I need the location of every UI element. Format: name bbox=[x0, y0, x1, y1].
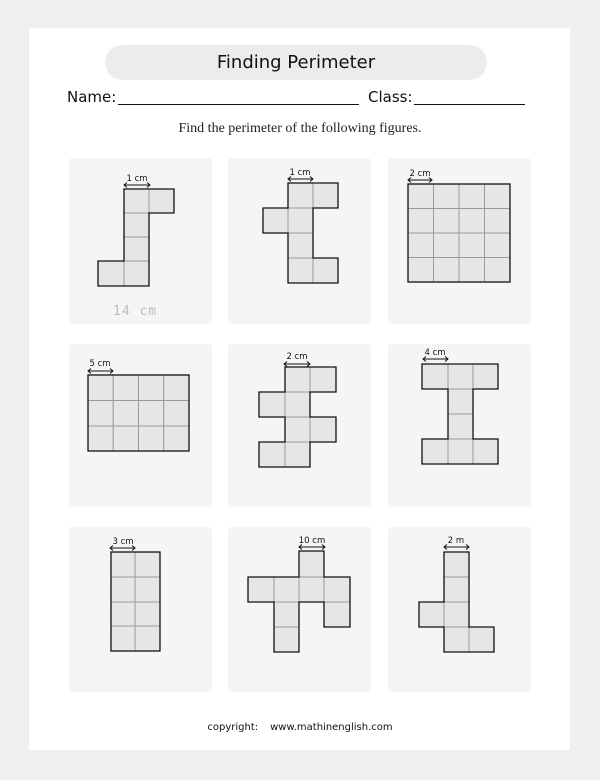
figure-2-diagram bbox=[228, 158, 371, 324]
unit-label: 5 cm bbox=[89, 359, 111, 369]
figure-card-5 bbox=[228, 344, 371, 507]
instruction-text: Find the perimeter of the following figures. bbox=[178, 121, 422, 136]
website-link[interactable]: www.mathinenglish.com bbox=[270, 722, 393, 733]
unit-label: 2 cm bbox=[286, 352, 308, 362]
figure-9-diagram bbox=[388, 527, 531, 692]
answer-text: 14 cm bbox=[113, 304, 158, 319]
page-title bbox=[105, 45, 487, 80]
figure-6-diagram bbox=[388, 344, 531, 507]
grid-shape bbox=[88, 375, 189, 451]
grid-shape bbox=[111, 552, 160, 651]
copyright-label: copyright: bbox=[207, 722, 259, 733]
figure-3-diagram bbox=[388, 158, 531, 324]
unit-label: 10 cm bbox=[298, 536, 326, 546]
unit-label: 2 m bbox=[447, 536, 465, 546]
unit-label: 1 cm bbox=[126, 174, 148, 184]
grid-shape bbox=[422, 364, 498, 464]
figure-card-3 bbox=[388, 158, 531, 324]
figure-card-7 bbox=[69, 527, 212, 692]
figure-1-diagram bbox=[69, 158, 212, 324]
footer bbox=[0, 722, 600, 733]
figure-7-diagram bbox=[69, 527, 212, 692]
grid-shape bbox=[259, 367, 336, 467]
figure-card-4 bbox=[69, 344, 212, 507]
unit-label: 4 cm bbox=[424, 348, 446, 358]
class-label: Class: bbox=[368, 88, 413, 106]
figure-card-8 bbox=[228, 527, 371, 692]
grid-shape bbox=[419, 552, 494, 652]
title-text: Finding Perimeter bbox=[216, 52, 376, 73]
grid-shape bbox=[408, 184, 510, 282]
figure-card-6 bbox=[388, 344, 531, 507]
grid-shape bbox=[98, 189, 174, 286]
figure-8-diagram bbox=[228, 527, 371, 692]
grid-shape bbox=[263, 183, 338, 283]
figure-card-2 bbox=[228, 158, 371, 324]
name-label: Name: bbox=[67, 88, 117, 106]
unit-label: 2 cm bbox=[409, 169, 431, 179]
figure-card-9 bbox=[388, 527, 531, 692]
unit-label: 3 cm bbox=[112, 537, 134, 547]
figure-4-diagram bbox=[69, 344, 212, 507]
grid-shape bbox=[248, 551, 350, 652]
figure-5-diagram bbox=[228, 344, 371, 507]
figure-card-1 bbox=[69, 158, 212, 324]
name-field[interactable] bbox=[118, 104, 359, 105]
class-field[interactable] bbox=[414, 104, 525, 105]
unit-label: 1 cm bbox=[289, 168, 311, 178]
